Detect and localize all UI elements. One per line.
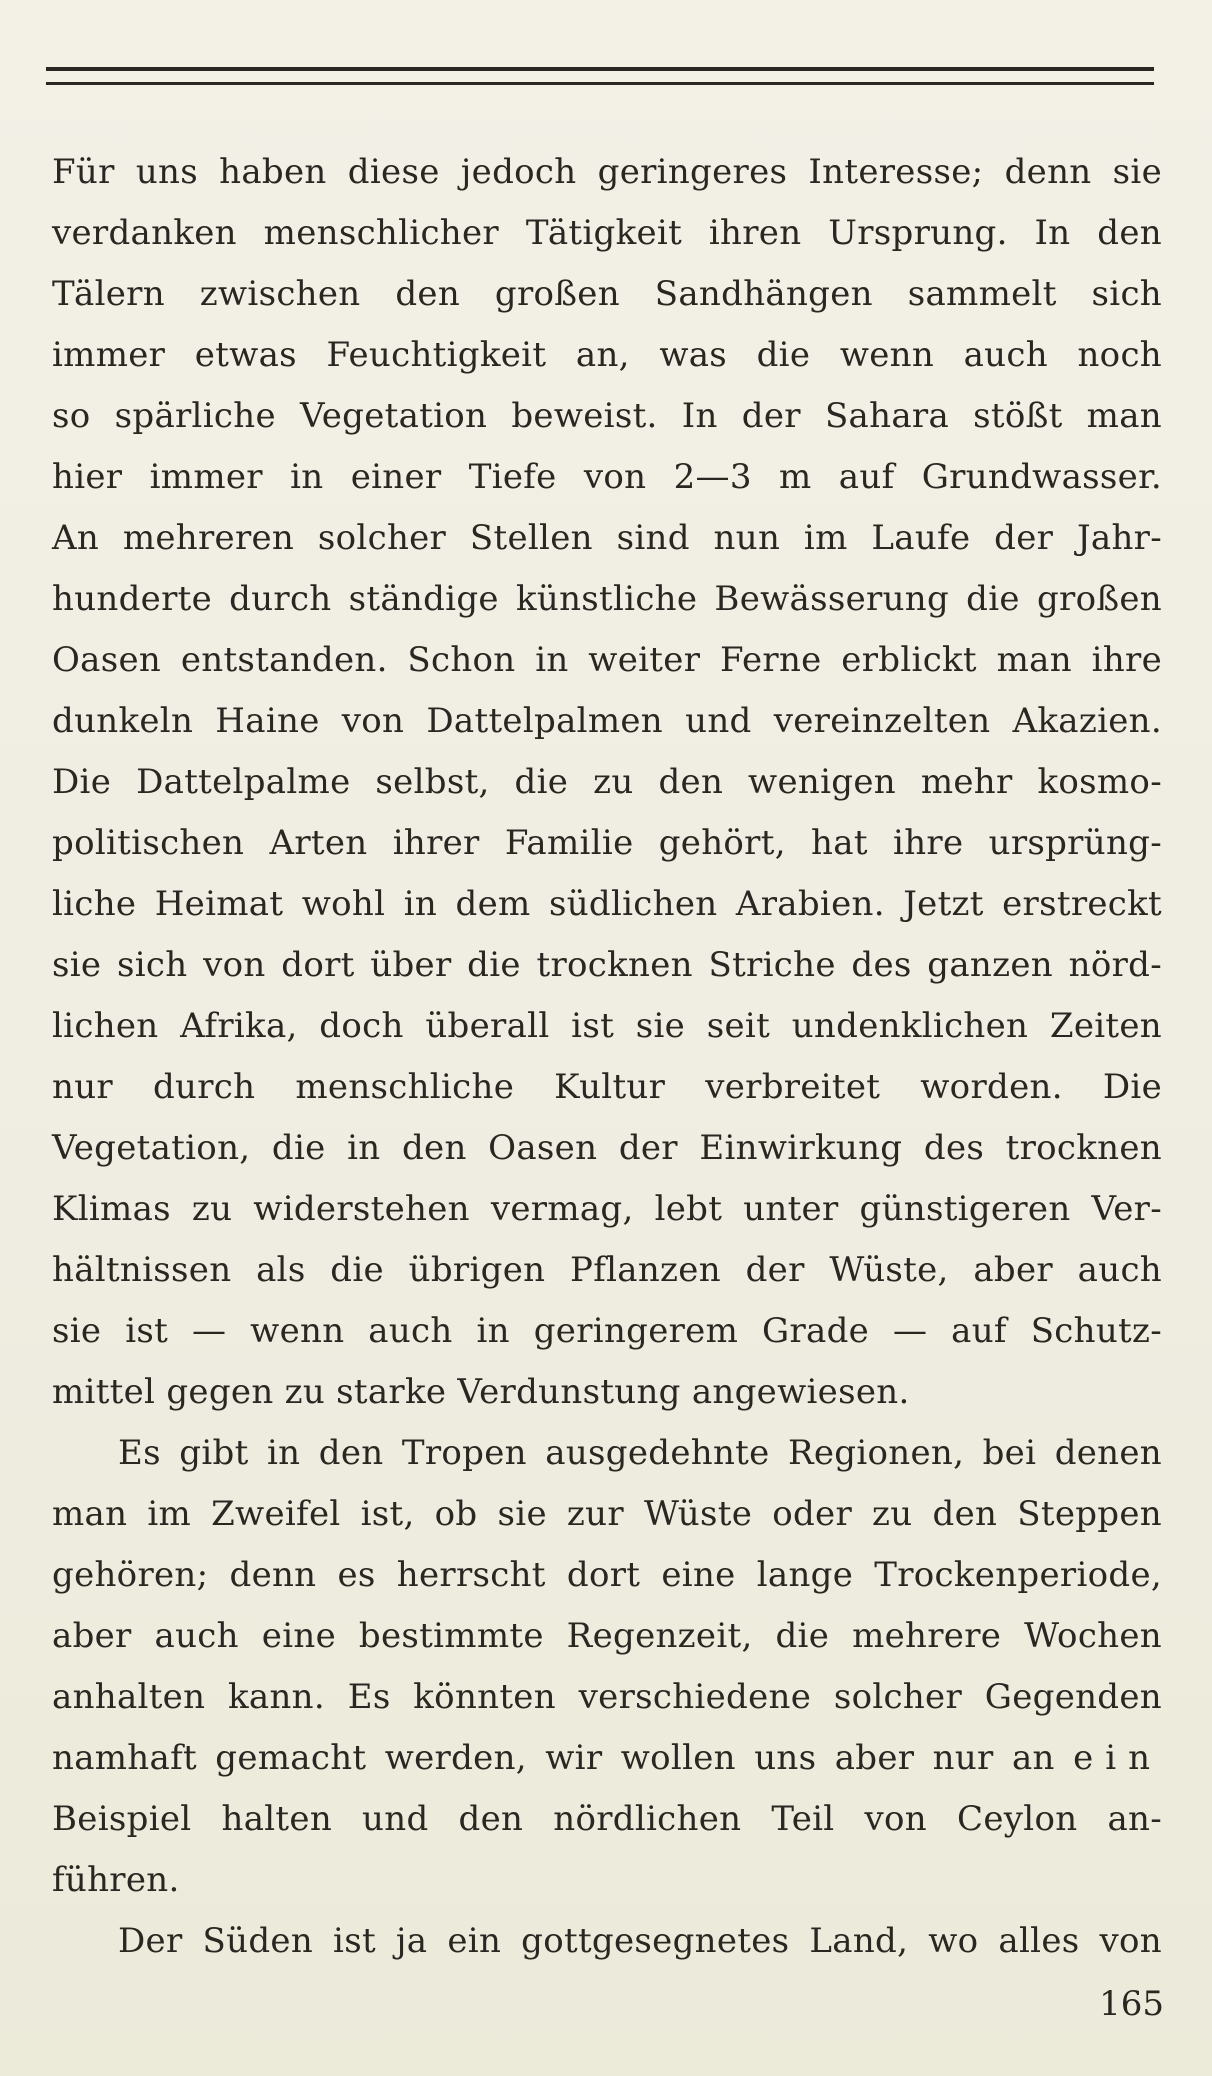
text-line: dunkeln Haine von Dattelpalmen und vereinzelten Akazien. <box>52 701 1162 741</box>
text-line: An mehreren solcher Stellen sind nun im Laufe der Jahr- <box>52 518 1162 558</box>
text-line: aber auch eine bestimmte Regenzeit, die mehrere Wochen <box>52 1616 1162 1656</box>
text-line: Es gibt in den Tropen ausgedehnte Regionen, bei denen <box>118 1433 1162 1473</box>
text-line: hier immer in einer Tiefe von 2—3 m auf Grundwasser. <box>52 457 1162 497</box>
body-text <box>52 142 1162 1972</box>
text-line: Der Süden ist ja ein gottgesegnetes Land, wo alles von <box>118 1921 1162 1961</box>
text-line-segment: namhaft gemacht werden, wir wollen uns aber nur an <box>52 1738 1055 1778</box>
text-line-with-spaced-word <box>52 1728 1162 1789</box>
text-line: lichen Afrika, doch überall ist sie seit undenklichen Zeiten <box>52 1006 1162 1046</box>
text-line: Die Dattelpalme selbst, die zu den wenigen mehr kosmo- <box>52 762 1162 802</box>
text-line: Klimas zu widerstehen vermag, lebt unter günstigeren Ver- <box>52 1189 1162 1229</box>
text-line: hunderte durch ständige künstliche Bewässerung die großen <box>52 579 1162 619</box>
text-line: Für uns haben diese jedoch geringeres Interesse; denn sie <box>52 152 1162 192</box>
text-line: nur durch menschliche Kultur verbreitet worden. Die <box>52 1067 1162 1107</box>
text-line: politischen Arten ihrer Familie gehört, hat ihre ursprüng- <box>52 823 1162 863</box>
header-rule-thin <box>46 82 1154 85</box>
text-line: mittel gegen zu starke Verdunstung angewiesen. <box>52 1372 910 1412</box>
text-line: so spärliche Vegetation beweist. In der Sahara stößt man <box>52 396 1162 436</box>
text-line: gehören; denn es herrscht dort eine lange Trockenperiode, <box>52 1555 1162 1595</box>
text-line: führen. <box>52 1860 180 1900</box>
text-line: Oasen entstanden. Schon in weiter Ferne erblickt man ihre <box>52 640 1162 680</box>
text-line: hältnissen als die übrigen Pflanzen der Wüste, aber auch <box>52 1250 1162 1290</box>
text-line: immer etwas Feuchtigkeit an, was die wenn auch noch <box>52 335 1162 375</box>
header-rule-thick <box>46 67 1154 71</box>
text-line: anhalten kann. Es könnten verschiedene solcher Gegenden <box>52 1677 1162 1717</box>
text-line: sie ist — wenn auch in geringerem Grade — auf Schutz- <box>52 1311 1162 1351</box>
text-line: liche Heimat wohl in dem südlichen Arabien. Jetzt erstreckt <box>52 884 1162 924</box>
page-number: 165 <box>1099 1984 1164 2024</box>
text-line: Beispiel halten und den nördlichen Teil von Ceylon an- <box>52 1799 1162 1839</box>
text-line: verdanken menschlicher Tätigkeit ihren Ursprung. In den <box>52 213 1162 253</box>
text-line: man im Zweifel ist, ob sie zur Wüste oder zu den Steppen <box>52 1494 1162 1534</box>
text-line: Tälern zwischen den großen Sandhängen sammelt sich <box>52 274 1162 314</box>
spaced-word: ein <box>1073 1738 1162 1778</box>
text-line: Vegetation, die in den Oasen der Einwirkung des trocknen <box>52 1128 1162 1168</box>
text-line: sie sich von dort über die trocknen Striche des ganzen nörd- <box>52 945 1162 985</box>
